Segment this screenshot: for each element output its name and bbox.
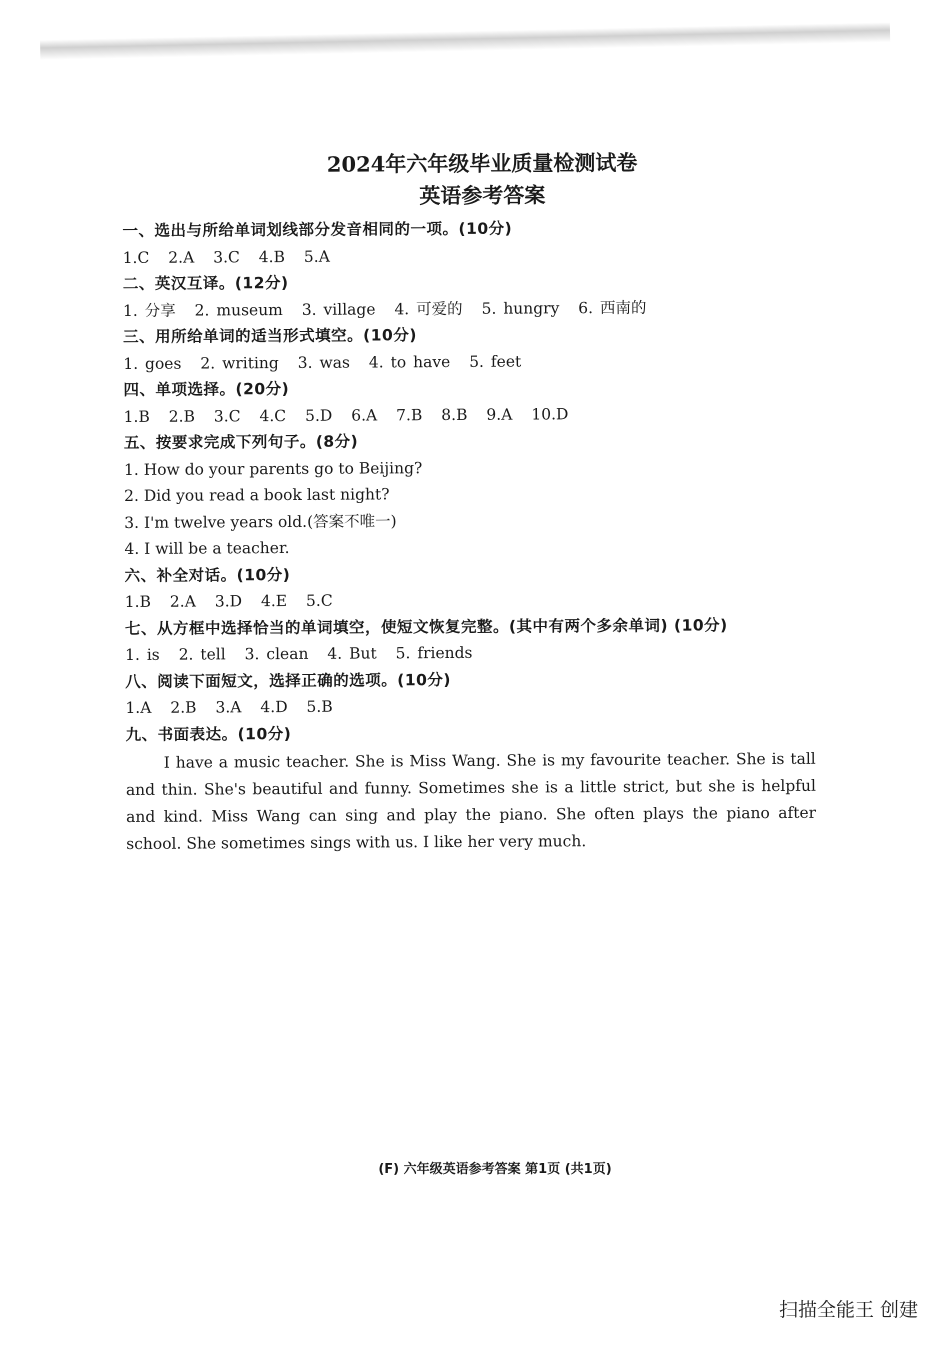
- section-heading: 六、补全对话。(10分): [124, 565, 291, 585]
- essay-paragraph: I have a music teacher. She is Miss Wang. She is my favourite teacher. She is tall and thin. She's beautiful and funny. Sometimes she is a little strict, but she is helpful and kind. Miss Wang can sing and play the piano. She often plays the piano after school. She sometimes sings with us. I like her very much.: [125, 749, 817, 853]
- answer: 5. feet: [469, 352, 522, 371]
- section-heading: 五、按要求完成下列句子。(8分): [123, 432, 359, 452]
- section-heading: 三、用所给单词的适当形式填空。(10分): [123, 326, 417, 346]
- section-heading: 七、从方框中选择恰当的单词填空，使短文恢复完整。(其中有两个多余单词) (10分): [124, 615, 728, 638]
- answer: 2.B: [170, 698, 197, 717]
- answer: 3.D: [214, 592, 243, 611]
- page-subtitle: 英语参考答案: [419, 182, 546, 209]
- answer: 6. 西南的: [578, 298, 647, 317]
- answer-row: [123, 293, 813, 324]
- answer: 2. museum: [194, 300, 283, 320]
- answer-row: [123, 240, 813, 271]
- section-3: [123, 320, 813, 377]
- scanner-watermark: 扫描全能王 创建: [778, 1299, 918, 1321]
- answer: 5. friends: [395, 643, 473, 663]
- answer: 3.A: [215, 698, 242, 717]
- answer: 4. 可爱的: [394, 299, 463, 318]
- answer: 3. was: [297, 353, 350, 372]
- scan-edge-shadow: [40, 22, 890, 60]
- answer: 1.B: [123, 407, 150, 426]
- answer: 4.C: [259, 406, 287, 425]
- answer: 4.D: [260, 697, 288, 717]
- answer-sentence: 1. How do your parents go to Beijing?: [123, 458, 423, 479]
- answer: 4.B: [258, 247, 286, 266]
- answer: 6.A: [351, 405, 378, 425]
- page-title: 2024年六年级毕业质量检测试卷: [326, 149, 638, 177]
- section-6: [125, 558, 815, 615]
- section-heading: 九、书面表达。(10分): [125, 724, 292, 744]
- answer: 7.B: [396, 405, 423, 424]
- section-8: [125, 664, 815, 721]
- answer: 8.B: [441, 405, 468, 424]
- section-heading: 四、单项选择。(20分): [123, 379, 290, 399]
- section-heading: 二、英汉互译。(12分): [122, 273, 289, 293]
- answer: 1. is: [125, 645, 160, 664]
- answer: 1.A: [125, 698, 152, 717]
- answer: 5.C: [305, 591, 333, 610]
- answer-row: [124, 399, 814, 430]
- section-heading: 八、阅读下面短文，选择正确的选项。(10分): [125, 670, 452, 691]
- answer: 10.D: [531, 404, 569, 424]
- answer: 5.D: [305, 406, 333, 425]
- answer: 4. But: [327, 644, 377, 663]
- answer: 5. hungry: [481, 298, 560, 318]
- section-5: [124, 426, 815, 563]
- answer: 2.A: [169, 592, 196, 611]
- answer: 3. village: [301, 299, 376, 319]
- answer-row: [123, 346, 813, 377]
- section-7: [125, 611, 815, 668]
- answer: 1.C: [122, 248, 150, 267]
- answer: 2.B: [168, 407, 195, 426]
- answer: 4. to have: [368, 352, 451, 371]
- answer-sentence: 2. Did you read a book last night?: [124, 485, 390, 505]
- answer: 5.B: [306, 697, 333, 716]
- section-4: [123, 373, 813, 430]
- section-heading: 一、选出与所给单词划线部分发音相同的一项。(10分): [122, 219, 513, 240]
- answer: 2. tell: [178, 645, 226, 664]
- answer: 5.A: [303, 247, 330, 266]
- section-9: [125, 717, 816, 858]
- answer: 3. clean: [244, 644, 309, 664]
- answer: 4.E: [260, 592, 288, 611]
- answer-sentence: 4. I will be a teacher.: [124, 538, 290, 558]
- section-1: [122, 214, 812, 271]
- answer: 1.B: [124, 592, 152, 611]
- answer: 1. goes: [123, 354, 182, 373]
- page-footer: (F) 六年级英语参考答案 第1页 (共1页): [378, 1162, 612, 1177]
- answer: 9.A: [486, 405, 513, 424]
- answer: 1. 分享: [122, 301, 176, 320]
- answer-row: [125, 585, 815, 616]
- answer: 2.A: [168, 248, 195, 267]
- answer-row: [125, 638, 815, 669]
- answer-row: [125, 691, 815, 722]
- answer: 3.C: [213, 247, 240, 266]
- answer-sheet: [122, 146, 816, 858]
- section-2: [123, 267, 813, 324]
- answer-sentence: 3. I'm twelve years old.(答案不唯一): [124, 511, 397, 532]
- answer: 3.C: [213, 406, 241, 425]
- answer: 2. writing: [200, 353, 279, 373]
